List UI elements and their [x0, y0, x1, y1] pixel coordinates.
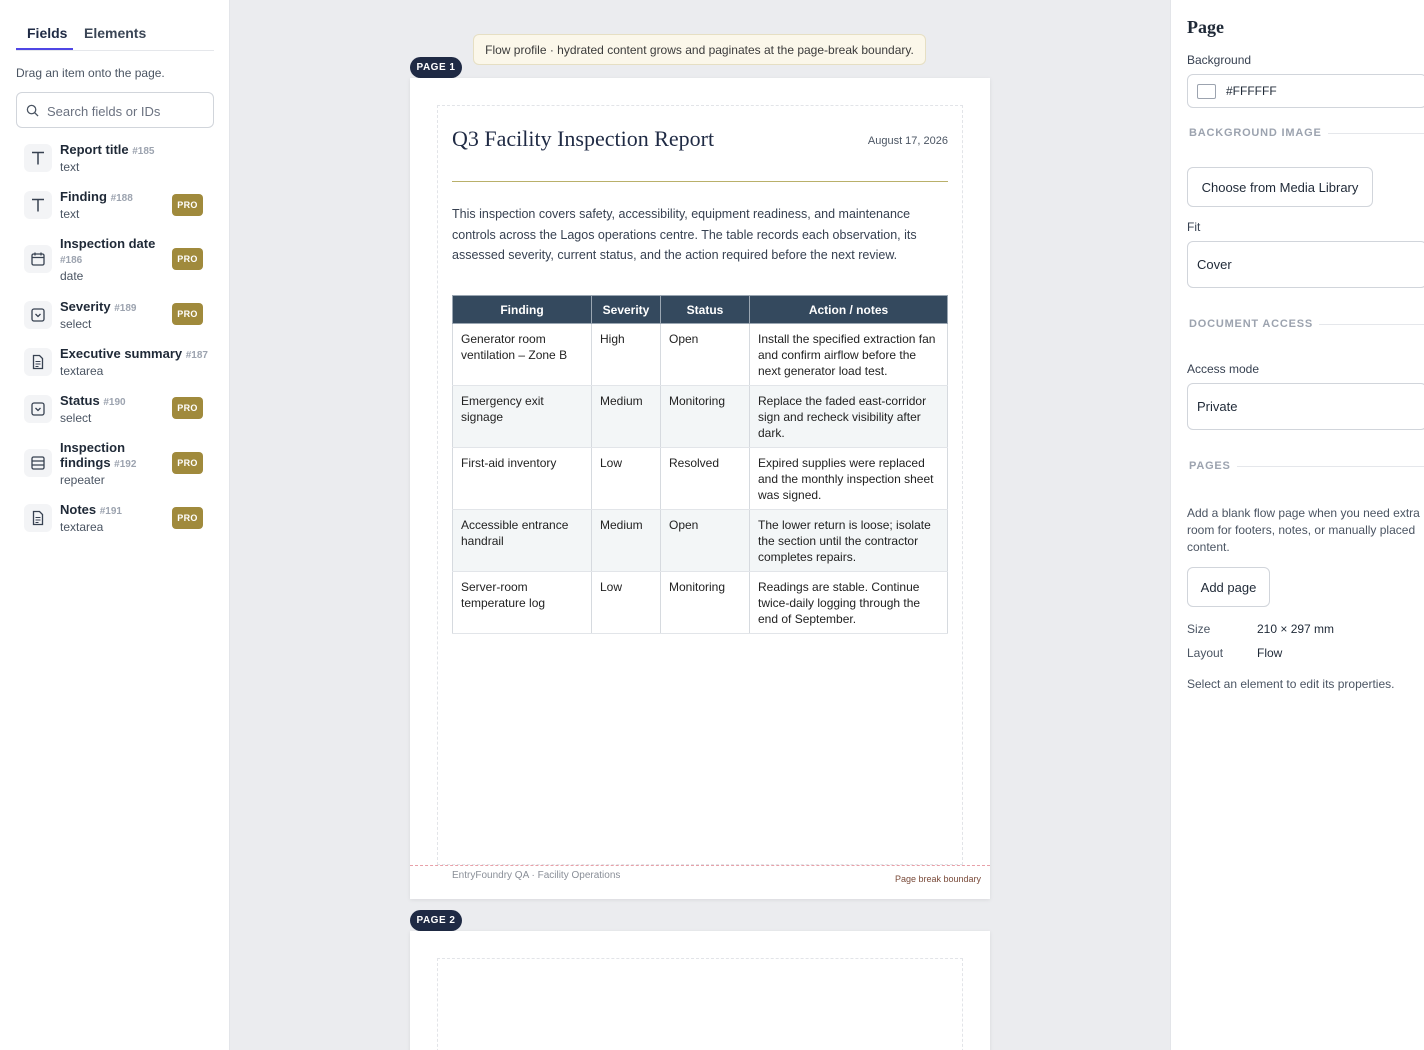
page-break-label: Page break boundary: [894, 874, 981, 884]
fit-select[interactable]: [1187, 241, 1424, 288]
drag-hint: Drag an item onto the page.: [16, 66, 165, 80]
inspection-date[interactable]: August 17, 2026: [867, 135, 948, 147]
table-cell: Emergency exit signage: [453, 386, 592, 448]
size-value: 210 × 297 mm: [1257, 622, 1335, 636]
field-label: Finding #188: [60, 189, 133, 204]
search-box: [16, 92, 214, 128]
search-input[interactable]: [47, 100, 207, 122]
properties-panel: [1170, 0, 1424, 1050]
table-row: [453, 448, 948, 510]
background-color-field[interactable]: [1187, 74, 1424, 108]
calendar-icon: [24, 245, 52, 273]
table-cell: Medium: [592, 386, 661, 448]
field-id: #192: [114, 459, 137, 470]
field-id: #191: [99, 506, 122, 517]
field-status[interactable]: [16, 393, 214, 429]
table-cell: Monitoring: [661, 572, 750, 634]
add-page-button[interactable]: Add page: [1187, 567, 1270, 607]
table-cell: Open: [661, 324, 750, 386]
field-id: #189: [114, 303, 137, 314]
field-severity[interactable]: [16, 299, 214, 335]
field-executive-summary[interactable]: [16, 346, 214, 382]
field-type: textarea: [60, 364, 104, 378]
table-cell: Readings are stable. Continue twice-daily logging through the end of September.: [750, 572, 948, 634]
title-divider: [452, 181, 948, 182]
column-header: Status: [661, 296, 750, 324]
field-type: text: [60, 160, 80, 174]
table-cell: Low: [592, 572, 661, 634]
page-footer[interactable]: EntryFoundry QA · Facility Operations: [452, 870, 621, 881]
document-icon: [24, 504, 52, 532]
active-tab-indicator: [16, 48, 73, 50]
pro-badge: PRO: [172, 303, 203, 325]
tab-elements[interactable]: Elements: [84, 25, 147, 41]
access-mode-value: Private: [1197, 399, 1238, 414]
field-type: date: [60, 269, 84, 283]
choose-media-button[interactable]: Choose from Media Library: [1187, 167, 1373, 207]
pro-badge: PRO: [172, 248, 203, 270]
select-icon: [24, 395, 52, 423]
fields-sidebar: [0, 0, 230, 1050]
page-2[interactable]: [410, 931, 990, 1050]
color-swatch[interactable]: [1197, 84, 1216, 99]
field-label: Severity #189: [60, 299, 137, 314]
field-id: #185: [132, 146, 155, 157]
text-icon: [24, 191, 52, 219]
document-icon: [24, 348, 52, 376]
table-cell: Medium: [592, 510, 661, 572]
page-1-tag[interactable]: PAGE 1: [410, 57, 462, 78]
layout-value: Flow: [1257, 646, 1283, 660]
pro-badge: PRO: [172, 194, 203, 216]
table-row: [453, 510, 948, 572]
section-background-image: BACKGROUND IMAGE: [1189, 127, 1424, 139]
page-break-boundary: [410, 865, 990, 866]
table-cell: Expired supplies were replaced and the monthly inspection sheet was signed.: [750, 448, 948, 510]
fit-label: Fit: [1187, 220, 1201, 234]
access-mode-label: Access mode: [1187, 362, 1260, 376]
pro-badge: PRO: [172, 452, 203, 474]
size-label: Size: [1187, 622, 1211, 636]
field-notes[interactable]: [16, 502, 214, 538]
repeater-icon: [24, 449, 52, 477]
select-element-hint: Select an element to edit its properties.: [1187, 677, 1395, 691]
section-pages: PAGES: [1189, 460, 1424, 472]
panel-title: Page: [1187, 17, 1224, 37]
table-header-row: [453, 296, 948, 324]
table-cell: Resolved: [661, 448, 750, 510]
column-header: Severity: [592, 296, 661, 324]
field-inspection-findings[interactable]: [16, 440, 214, 490]
field-finding[interactable]: [16, 189, 214, 225]
field-type: select: [60, 411, 92, 425]
sidebar-tabs: [16, 18, 214, 51]
field-label: Notes #191: [60, 502, 122, 517]
report-title[interactable]: Q3 Facility Inspection Report: [452, 126, 715, 151]
table-cell: Accessible entrance handrail: [453, 510, 592, 572]
field-type: text: [60, 207, 80, 221]
field-id: #190: [103, 397, 126, 408]
executive-summary[interactable]: This inspection covers safety, accessibility, equipment readiness, and maintenance controls across the Lagos operations centre. The table records each observation, its assessed severity, current status, and the action required before the next review.: [452, 207, 917, 262]
field-type: repeater: [60, 473, 105, 487]
field-inspection-date[interactable]: [16, 236, 214, 286]
field-type: textarea: [60, 520, 104, 534]
table-row: [453, 572, 948, 634]
column-header: Finding: [453, 296, 592, 324]
table-cell: Install the specified extraction fan and confirm airflow before the next generator load test.: [750, 324, 948, 386]
table-cell: Monitoring: [661, 386, 750, 448]
field-id: #186: [60, 255, 83, 266]
select-icon: [24, 301, 52, 329]
table-cell: Generator room ventilation – Zone B: [453, 324, 592, 386]
text-icon: [24, 144, 52, 172]
table-cell: Low: [592, 448, 661, 510]
background-color-value: #FFFFFF: [1226, 84, 1277, 98]
flow-profile-notice: Flow profile · hydrated content grows and paginates at the page-break boundary.: [473, 34, 926, 65]
table-cell: The lower return is loose; isolate the section until the contractor completes repairs.: [750, 510, 948, 572]
tab-fields[interactable]: Fields: [27, 25, 68, 41]
field-id: #188: [110, 193, 133, 204]
table-cell: Open: [661, 510, 750, 572]
access-mode-select[interactable]: [1187, 383, 1424, 430]
search-icon: [26, 104, 39, 117]
layout-label: Layout: [1187, 646, 1224, 660]
page-1[interactable]: [410, 78, 990, 899]
field-label: Inspection findings #192: [60, 440, 137, 470]
column-header: Action / notes: [750, 296, 948, 324]
field-type: select: [60, 317, 92, 331]
table-cell: Replace the faded east-corridor sign and recheck visibility after dark.: [750, 386, 948, 448]
table-row: [453, 386, 948, 448]
field-report-title[interactable]: [16, 142, 214, 178]
table-row: [453, 324, 948, 386]
margin-guide: [437, 958, 963, 1050]
table-cell: Server-room temperature log: [453, 572, 592, 634]
field-label: Status #190: [60, 393, 126, 408]
field-id: #187: [185, 350, 208, 361]
table-cell: High: [592, 324, 661, 386]
fit-value: Cover: [1197, 257, 1232, 272]
background-label: Background: [1187, 53, 1252, 67]
section-document-access: DOCUMENT ACCESS: [1189, 318, 1424, 330]
inspection-findings-table[interactable]: [452, 295, 948, 634]
field-label: Executive summary #187: [60, 346, 208, 361]
table-cell: First-aid inventory: [453, 448, 592, 510]
pages-help-text: Add a blank flow page when you need extra room for footers, notes, or manually placed content.: [1187, 506, 1420, 554]
pro-badge: PRO: [172, 507, 203, 529]
field-label: Inspection date #186: [60, 236, 156, 266]
pro-badge: PRO: [172, 397, 203, 419]
field-label: Report title #185: [60, 142, 155, 157]
page-2-tag[interactable]: PAGE 2: [410, 910, 462, 931]
